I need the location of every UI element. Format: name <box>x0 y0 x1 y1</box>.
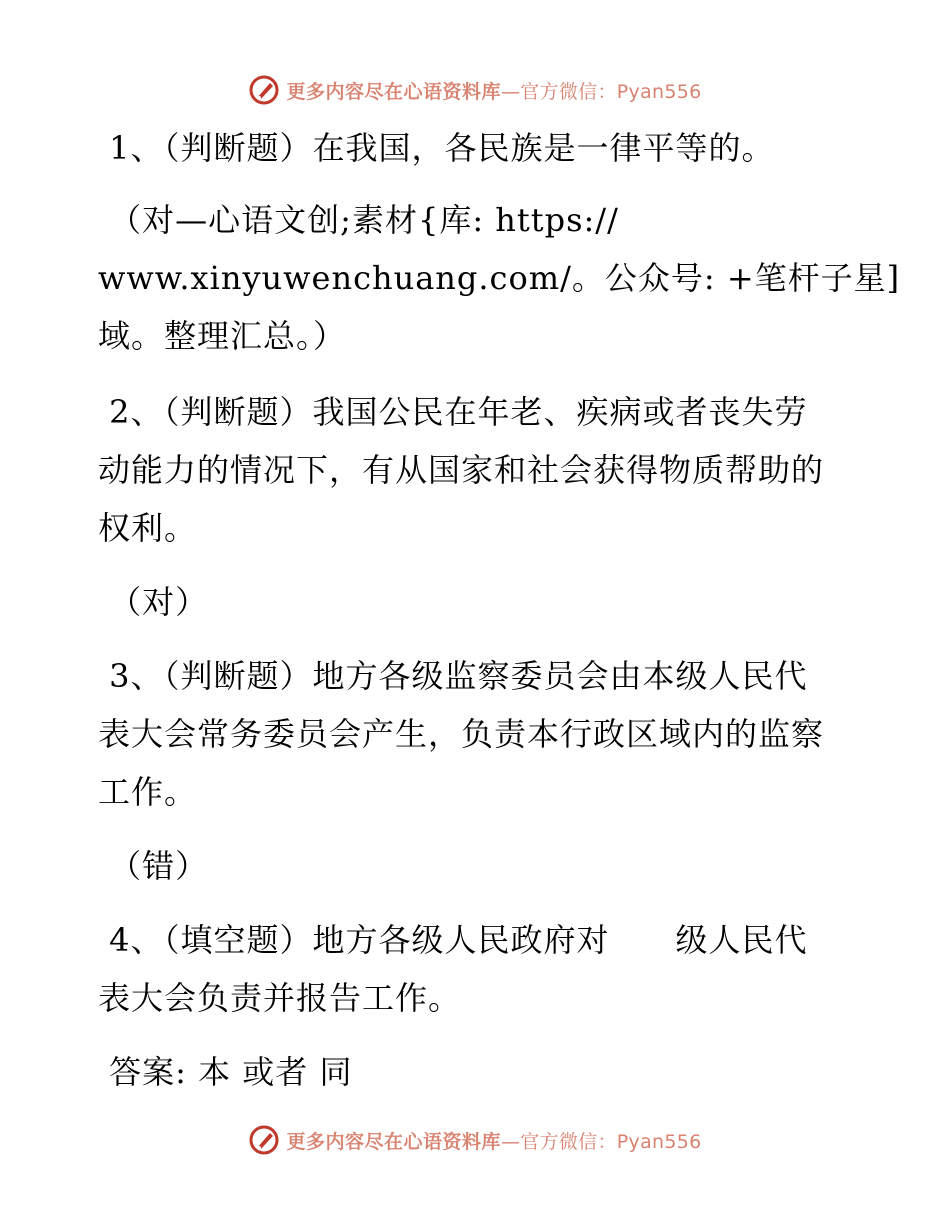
q4-answer: 答案: 本 或者 同 <box>98 1053 353 1091</box>
q3-text-line-1: 3、（判断题）地方各级监察委员会由本级人民代 <box>98 657 808 695</box>
q1-answer-line-3: 域。整理汇总。） <box>98 317 347 355</box>
q2-answer: （对） <box>98 583 209 621</box>
q4-text-after-blank: 级人民代 <box>675 921 808 959</box>
pen-logo-icon <box>248 74 280 106</box>
q4-text-line-2: 表大会负责并报告工作。 <box>98 979 462 1017</box>
q3-text-line-3: 工作。 <box>98 773 198 811</box>
q4-text-before-blank: 4、（填空题）地方各级人民政府对 <box>98 921 610 959</box>
q1-answer-line-2: www.xinyuwenchuang.com/。公众号: +笔杆子星] <box>98 259 901 297</box>
q4-text-line-1 <box>98 920 808 960</box>
header-banner <box>0 70 950 110</box>
pen-logo-icon <box>248 1124 280 1156</box>
q2-text-line-3: 权利。 <box>98 509 198 547</box>
header-site-name: 更多内容尽在心语资料库 <box>286 80 501 103</box>
q2-text-line-2: 动能力的情况下，有从国家和社会获得物质帮助的 <box>98 451 825 489</box>
header-wechat: —官方微信：Pyan556 <box>500 80 702 103</box>
q1-text: 1、（判断题）在我国，各民族是一律平等的。 <box>98 129 775 167</box>
footer-banner <box>0 1120 950 1160</box>
footer-wechat: —官方微信：Pyan556 <box>500 1130 702 1153</box>
q3-answer: （错） <box>98 847 209 885</box>
footer-site-name: 更多内容尽在心语资料库 <box>286 1130 501 1153</box>
q3-text-line-2: 表大会常务委员会产生，负责本行政区域内的监察 <box>98 715 825 753</box>
q2-text-line-1: 2、（判断题）我国公民在年老、疾病或者丧失劳 <box>98 393 808 431</box>
q1-answer-line-1: （对—心语文创;素材{库: https:// <box>98 201 619 239</box>
